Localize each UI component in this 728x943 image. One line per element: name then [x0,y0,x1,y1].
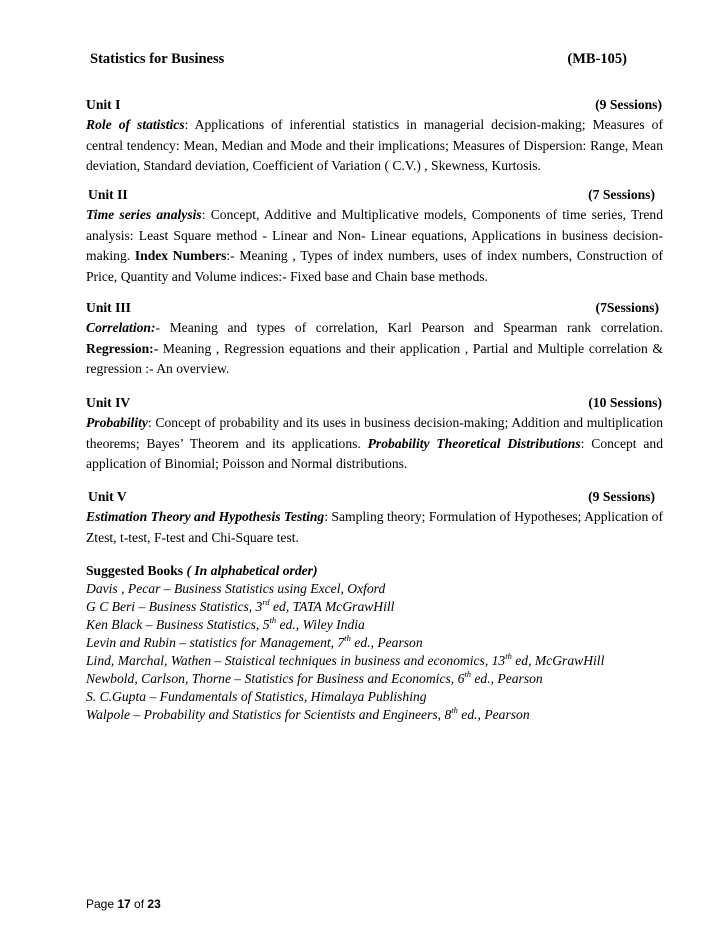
book-entry [86,706,663,724]
topic-text: - Meaning and types of correlation, Karl Pearson and Spearman rank correlation. [155,320,663,336]
topic-text: : Sampling theory; Formulation of Hypotheses; Application of Ztest, t-test, F-test and Chi-Square test. [86,509,663,545]
unit-section [86,95,663,177]
book-text-end: ed, McGrawHill [511,653,605,668]
book-entry [86,616,663,634]
unit-sessions: (9 Sessions) [588,489,655,504]
book-text: Ken Black – Business Statistics, 5 [86,617,270,632]
unit-heading [86,298,663,318]
unit-sessions: (7 Sessions) [588,187,655,202]
book-text-end: ed., Pearson [471,671,543,686]
book-edition-suffix: th [464,669,471,679]
book-text-end: ed., Pearson [457,707,530,722]
book-entry [86,580,663,598]
unit-section [86,393,663,475]
topic-title: Time series analysis [86,207,202,223]
book-text-end: ed, TATA McGrawHill [269,599,395,614]
unit-heading [86,95,663,115]
book-entry [86,670,663,688]
book-text: Levin and Rubin – statistics for Management, 7 [86,635,345,650]
unit-heading [86,185,663,205]
unit-description [86,318,663,379]
suggested-books [86,562,663,724]
unit-description [86,205,663,287]
topic-title: Estimation Theory and Hypothesis Testing [86,509,325,525]
book-text: Davis , Pecar – Business Statistics using Excel, Oxford [86,581,386,596]
topic-text: : Applications of inferential statistics in managerial decision-making; Measures of central tendency: Mean, Median and Mode and their implications; Measures of Dispersion: Range, Mean deviation, Standard deviation, Coefficient of Variation ( C.V.) , Skewness, Kurtosis. [86,117,663,174]
page-word: Page [86,897,118,911]
unit-description [86,413,663,474]
book-text: Newbold, Carlson, Thorne – Statistics for Business and Economics, 6 [86,671,465,686]
page-header [90,51,627,68]
topic-title: Correlation: [86,320,156,336]
book-text: Lind, Marchal, Wathen – Staistical techniques in business and economics, 13 [86,653,506,668]
book-edition-suffix: th [269,615,277,625]
books-heading [86,562,663,580]
unit-title: Unit I [86,97,121,112]
topic-title: Regression:- [86,340,159,356]
unit-section [86,185,663,287]
unit-heading [86,487,663,507]
topic-text: :- Meaning , Types of index numbers, uses of index numbers, Construction of Price, Quantity and Volume indices:- Fixed base and Chain base methods. [86,248,664,284]
unit-title: Unit II [88,187,128,202]
course-title: Statistics for Business [90,51,225,67]
unit-title: Unit V [88,489,127,504]
page-footer [86,897,161,911]
books-heading-label: Suggested Books [86,563,187,578]
document-page [86,0,663,943]
book-text: G C Beri – Business Statistics, 3 [86,599,263,614]
unit-sessions: (10 Sessions) [588,395,662,410]
unit-sessions: (7Sessions) [595,300,659,315]
book-text-end: ed., Wiley India [276,617,365,632]
page-total: 23 [147,897,161,911]
book-entry [86,634,663,652]
unit-title: Unit IV [86,395,131,410]
book-edition-suffix: th [344,633,351,643]
topic-title: Role of statistics [86,117,185,133]
unit-section [86,298,663,380]
page-number: 17 [117,897,131,911]
book-edition-suffix: th [451,705,458,715]
course-code: (MB-105) [567,51,627,67]
topic-text: Meaning , Regression equations and their application , Partial and Multiple correlation & regression :- An overview. [86,340,663,377]
book-text: S. C.Gupta – Fundamentals of Statistics, Himalaya Publishing [86,689,427,704]
book-entry [86,652,663,670]
unit-section [86,487,663,548]
book-text-end: ed., Pearson [350,635,423,650]
topic-title: Probability Theoretical Distributions [367,435,581,451]
unit-heading [86,393,663,413]
topic-title: Index Numbers [134,248,227,264]
books-heading-note: ( In alphabetical order) [186,563,318,578]
topic-text: : Concept, Additive and Multiplicative models, Components of time series, Trend analysis: Least Square method - Linear and Non- Linear equations, Applications in business decision-making. [86,207,663,264]
book-entry [86,688,663,706]
book-entry [86,598,663,616]
of-word: of [130,897,148,911]
topic-text: : Concept and application of Binomial; Poisson and Normal distributions. [86,435,663,472]
unit-sessions: (9 Sessions) [595,97,662,112]
book-text: Walpole – Probability and Statistics for Scientists and Engineers, 8 [86,707,452,722]
unit-title: Unit III [86,300,131,315]
unit-description [86,115,663,176]
unit-description [86,507,663,548]
book-edition-suffix: th [505,651,512,661]
topic-text: : Concept of probability and its uses in business decision-making; Addition and multiplication theorems; Bayes’ Theorem and its applications. [86,415,663,451]
topic-title: Probability [86,415,148,431]
book-edition-suffix: rd [262,597,270,607]
